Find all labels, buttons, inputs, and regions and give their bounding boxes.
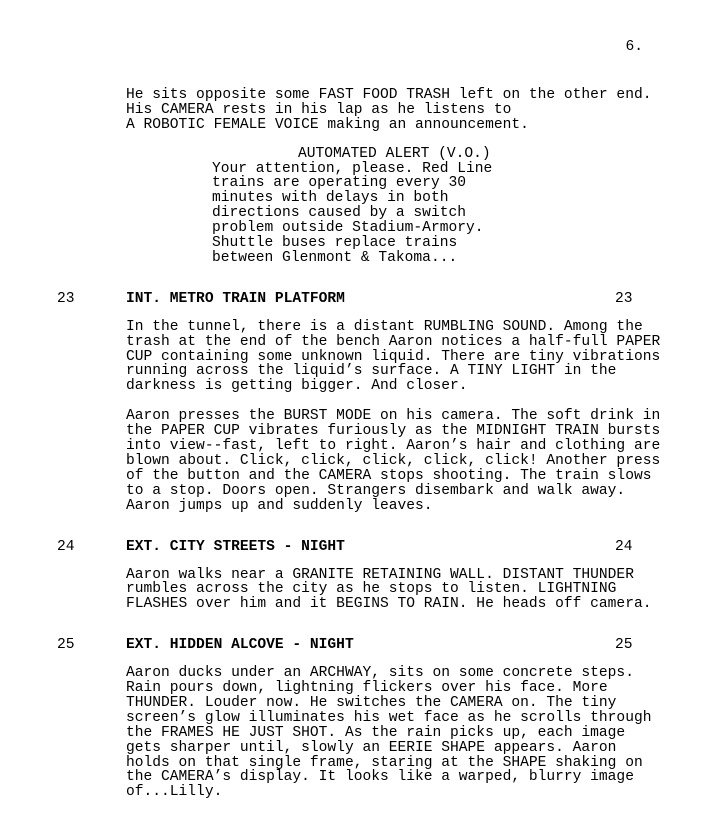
dialogue-line: directions caused by a switch bbox=[212, 205, 466, 222]
action-line: He sits opposite some FAST FOOD TRASH left on the other end. bbox=[126, 86, 652, 103]
action-block bbox=[126, 409, 728, 513]
dialogue-line: Your attention, please. Red Line bbox=[212, 160, 493, 177]
dialogue-line: problem outside Stadium-Armory. bbox=[212, 220, 484, 237]
action-line: running across the liquid’s surface. A TINY LIGHT in the bbox=[126, 363, 617, 380]
action-line: rumbles across the city as he stops to listen. LIGHTNING bbox=[126, 581, 617, 598]
action-line: the CAMERA’s display. It looks like a warped, blurry image bbox=[126, 769, 634, 786]
scene-number-right: 25 bbox=[615, 637, 633, 654]
action-line: gets sharper until, slowly an EERIE SHAPE appears. Aaron bbox=[126, 739, 617, 756]
action-line: His CAMERA rests in his lap as he listens to bbox=[126, 101, 512, 118]
action-block bbox=[126, 666, 728, 800]
action-line: into view--fast, left to right. Aaron’s hair and clothing are bbox=[126, 438, 661, 455]
action-line: the FRAMES HE JUST SHOT. As the rain picks up, each image bbox=[126, 724, 626, 741]
action-line: THUNDER. Louder now. He switches the CAMERA on. The tiny bbox=[126, 694, 617, 711]
action-line: screen’s glow illuminates his wet face as he scrolls through bbox=[126, 709, 652, 726]
action-line: Rain pours down, lightning flickers over his face. More bbox=[126, 680, 608, 697]
script-body bbox=[0, 88, 728, 800]
action-line: trash at the end of the bench Aaron notices a half-full PAPER bbox=[126, 333, 661, 350]
action-block bbox=[126, 320, 728, 395]
action-line: Aaron walks near a GRANITE RETAINING WALL. DISTANT THUNDER bbox=[126, 566, 634, 583]
action-line: A ROBOTIC FEMALE VOICE making an announcement. bbox=[126, 116, 529, 133]
action-block bbox=[126, 568, 728, 613]
scene-heading-row bbox=[0, 638, 728, 653]
action-line: FLASHES over him and it BEGINS TO RAIN. He heads off camera. bbox=[126, 596, 652, 613]
action-line: blown about. Click, click, click, click, click! Another press bbox=[126, 453, 661, 470]
dialogue-line: trains are operating every 30 bbox=[212, 175, 466, 192]
action-line: Aaron presses the BURST MODE on his camera. The soft drink in bbox=[126, 408, 661, 425]
action-line: darkness is getting bigger. And closer. bbox=[126, 378, 468, 395]
scene-number-left: 25 bbox=[57, 637, 75, 654]
scene-heading: INT. METRO TRAIN PLATFORM bbox=[126, 290, 345, 307]
character-name: AUTOMATED ALERT (V.O.) bbox=[298, 145, 491, 162]
dialogue-line: Shuttle buses replace trains bbox=[212, 235, 458, 252]
action-block bbox=[126, 88, 728, 133]
scene-heading-row bbox=[0, 292, 728, 307]
dialogue-line: between Glenmont & Takoma... bbox=[212, 249, 458, 266]
scene-heading: EXT. CITY STREETS - NIGHT bbox=[126, 538, 345, 555]
scene-heading: EXT. HIDDEN ALCOVE - NIGHT bbox=[126, 637, 354, 654]
action-line: of...Lilly. bbox=[126, 784, 223, 801]
action-line: the PAPER CUP vibrates furiously as the MIDNIGHT TRAIN bursts bbox=[126, 423, 661, 440]
action-line: Aaron jumps up and suddenly leaves. bbox=[126, 497, 433, 514]
action-line: holds on that single frame, staring at the SHAPE shaking on bbox=[126, 754, 643, 771]
scene-number-left: 23 bbox=[57, 290, 75, 307]
scene-number-right: 24 bbox=[615, 538, 633, 555]
page-number: 6. bbox=[625, 39, 643, 55]
scene-number-left: 24 bbox=[57, 538, 75, 555]
scene-number-right: 23 bbox=[615, 290, 633, 307]
scene-heading-row bbox=[0, 540, 728, 555]
action-line: CUP containing some unknown liquid. There are tiny vibrations bbox=[126, 348, 661, 365]
dialogue-line: minutes with delays in both bbox=[212, 190, 449, 207]
action-line: In the tunnel, there is a distant RUMBLING SOUND. Among the bbox=[126, 318, 643, 335]
action-line: Aaron ducks under an ARCHWAY, sits on some concrete steps. bbox=[126, 665, 634, 682]
action-line: of the button and the CAMERA stops shooting. The train slows bbox=[126, 467, 652, 484]
dialogue-block bbox=[0, 147, 728, 266]
action-line: to a stop. Doors open. Strangers disembark and walk away. bbox=[126, 482, 626, 499]
